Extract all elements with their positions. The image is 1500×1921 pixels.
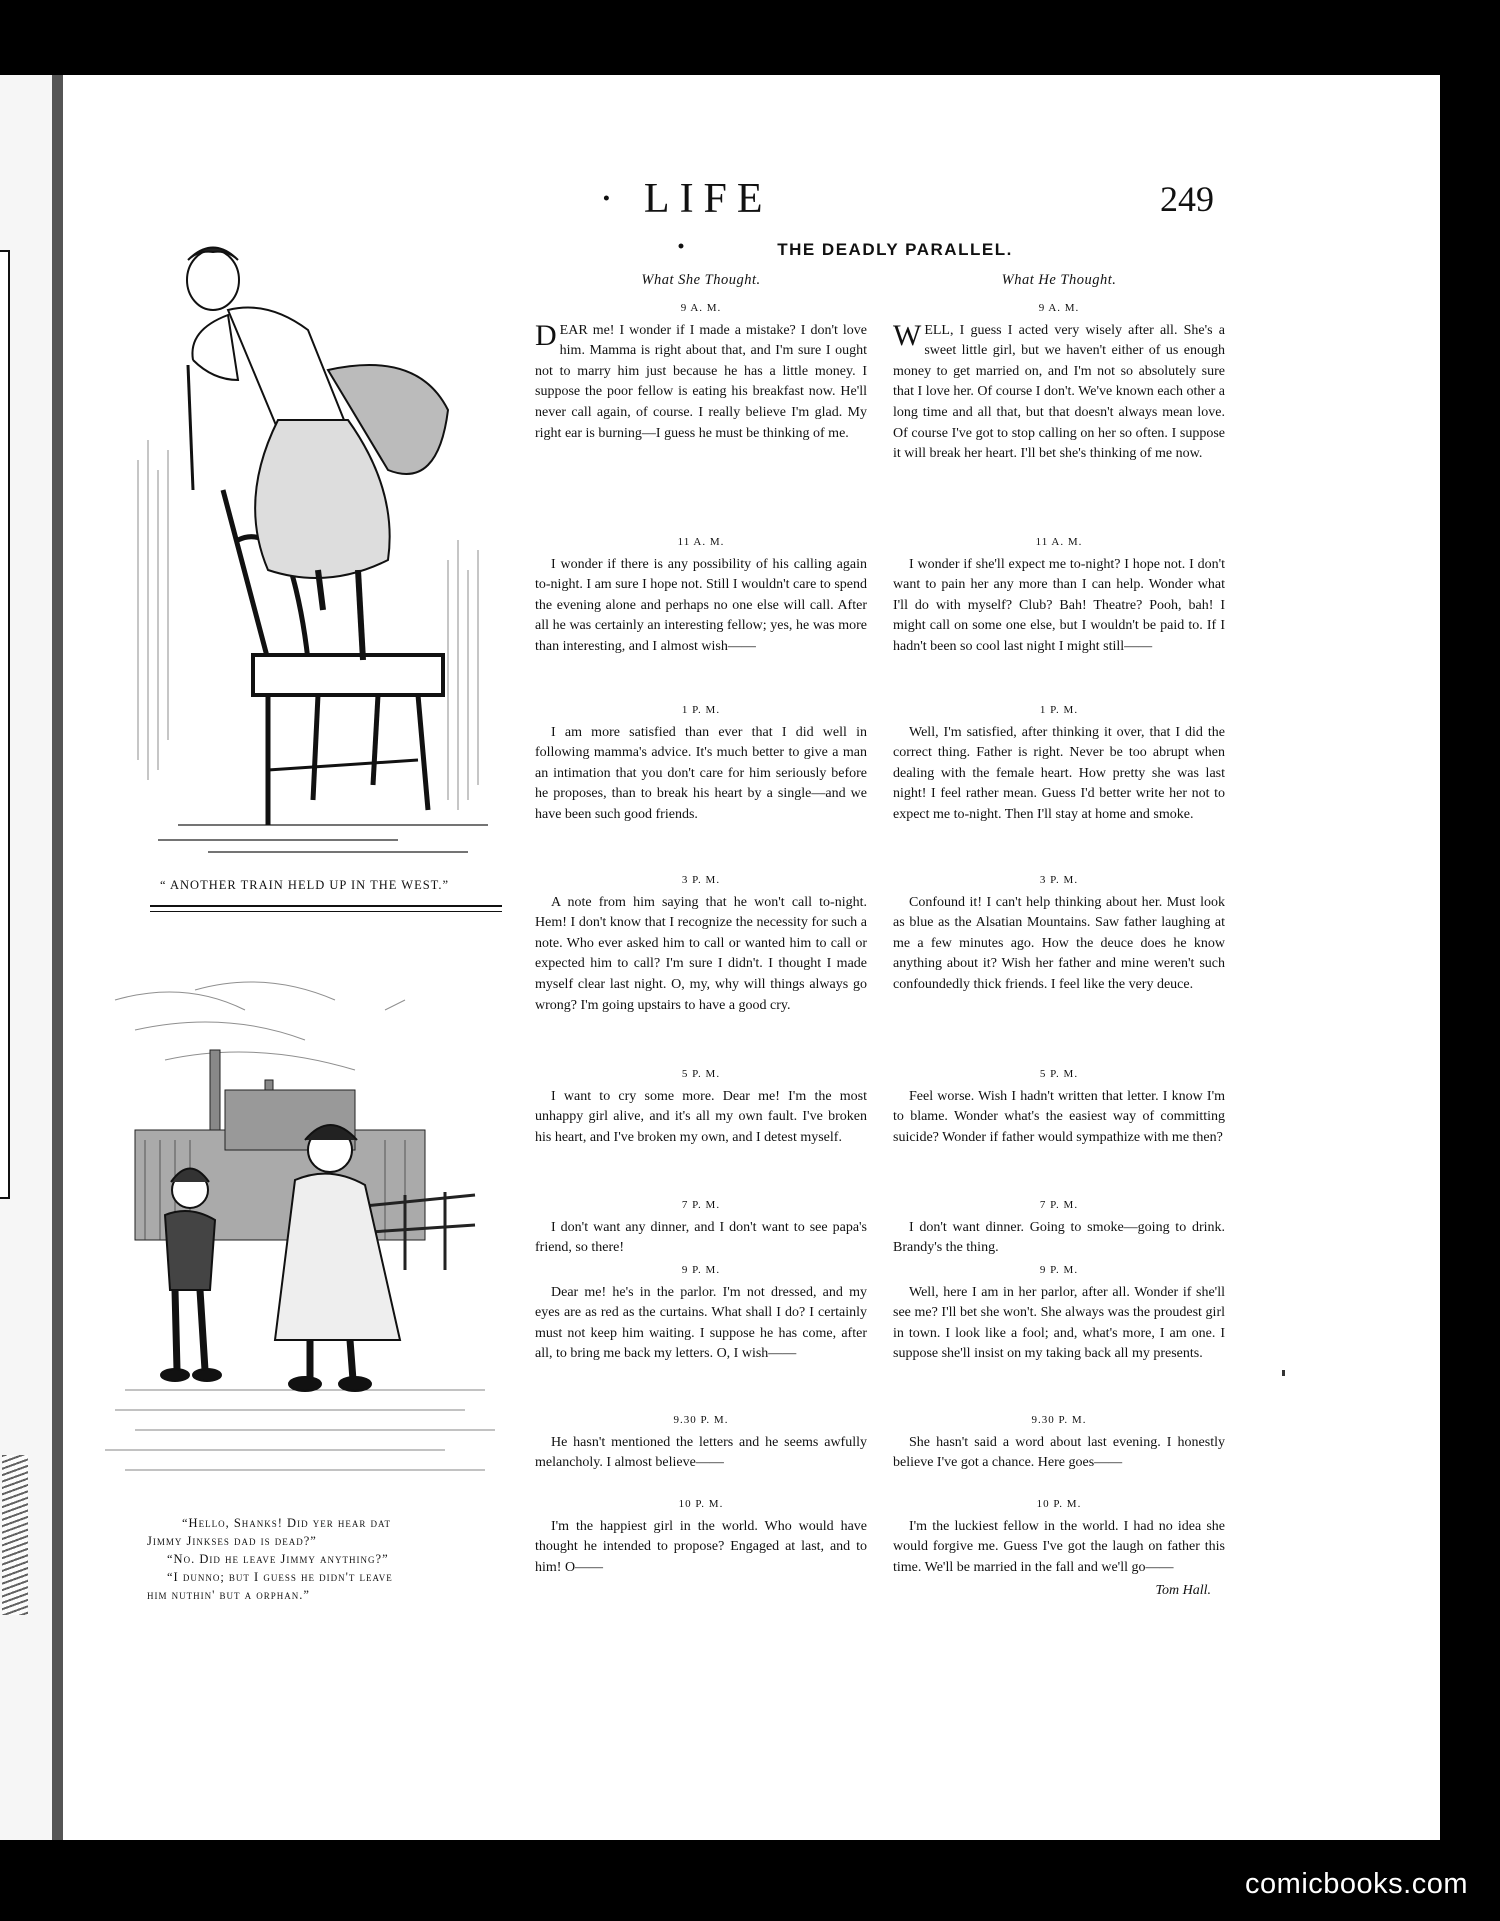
illustration-two-children	[105, 970, 505, 1500]
diary-entry	[535, 1260, 867, 1365]
caption-line: him nuthin' but a orphan.”	[147, 1588, 310, 1602]
caption-line: “No. Did he leave Jimmy anything?”	[167, 1552, 389, 1566]
entry-time: 9 P. M.	[1039, 1264, 1079, 1276]
entry-text: Dear me! he's in the parlor. I'm not dressed, and my eyes are as red as the curtains. What shall I do? I certainly must not keep him waiting. I suppose he has come, after all, to bring me back my letters. O, I wish——	[535, 1284, 867, 1362]
entry-time: 7 P. M.	[1039, 1199, 1079, 1211]
diary-entry	[893, 532, 1225, 658]
entry-text: Feel worse. Wish I hadn't written that letter. I know I'm to blame. Wonder what's the easiest way of committing suicide? Wonder if father would sympathize with me then?	[893, 1088, 1225, 1145]
diary-entry	[535, 870, 867, 1016]
entry-text: She hasn't said a word about last evening. I honestly believe I've got a chance. Here goes——	[893, 1434, 1225, 1471]
illustration-woman-on-chair	[118, 240, 518, 860]
entry-text: I'm the happiest girl in the world. Who would have thought he intended to propose? Engaged at last, and to him! O——	[535, 1518, 867, 1575]
diary-entry	[893, 298, 1225, 465]
diary-entry	[893, 1260, 1225, 1365]
diary-entry	[535, 1195, 867, 1259]
column-heading: What She Thought.	[641, 272, 761, 288]
entry-text: I'm the luckiest fellow in the world. I had no idea she would forgive me. Guess I've got the laugh on father this time. We'll be married in the fall and we'll go——	[893, 1518, 1225, 1575]
entry-text: I am more satisfied than ever that I did well in following mamma's advice. It's much better to give a man an intimation that you don't care for him seriously before he proposes, than to break his heart by a single—and we have been such good friends.	[535, 724, 867, 822]
diary-entry	[893, 1195, 1225, 1259]
entry-time: 3 P. M.	[681, 874, 721, 886]
entry-text: Well, I'm satisfied, after thinking it over, that I did the correct thing. Father is right. Never be too abrupt when dealing with the female heart. How pretty she was last night! I feel rather mean. Guess I'd better write her not to expect me to-night. Then I'll stay at home and smoke.	[893, 724, 1225, 822]
entry-time: 9 A. M.	[1038, 302, 1080, 314]
diary-entry	[535, 532, 867, 658]
diary-entry	[893, 700, 1225, 826]
entry-text: I don't want any dinner, and I don't want to see papa's friend, so there!	[535, 1219, 867, 1256]
entry-text: I wonder if there is any possibility of his calling again to-night. I am sure I hope not. Still I wouldn't care to spend the evening alone and perhaps no one else will call. After all he was certainly an interesting fellow; yes, he was more than interesting, and I almost wish——	[535, 556, 867, 654]
entry-time: 11 A. M.	[677, 536, 725, 548]
masthead: · LIFE ·	[599, 176, 773, 270]
diary-entry	[893, 1494, 1225, 1602]
column-what-he-thought	[893, 270, 1225, 1599]
page-gutter	[52, 75, 63, 1840]
column-what-she-thought	[535, 270, 867, 1575]
article-title: THE DEADLY PARALLEL.	[777, 240, 1013, 259]
diary-entry	[535, 1410, 867, 1474]
entry-text: I wonder if she'll expect me to-night? I hope not. I don't want to pain her any more than I can help. Wonder what I'll do with myself? Club? Bah! Theatre? Pooh, bah! I might call on some one else, but I wouldn't be paid to. If I hadn't been so cool last night I might still——	[893, 556, 1225, 654]
facing-page-fragment	[2, 1455, 28, 1615]
entry-text: He hasn't mentioned the letters and he seems awfully melancholy. I almost believe——	[535, 1434, 867, 1471]
entry-time: 9.30 P. M.	[673, 1414, 729, 1426]
caption-line: Jimmy Jinkses dad is dead?”	[147, 1534, 317, 1548]
entry-text: I want to cry some more. Dear me! I'm the most unhappy girl alive, and it's all my own fault. I've broken his heart, and I've broken my own, and I detest myself.	[535, 1088, 867, 1145]
caption-line: “I dunno; but I guess he didn't leave	[167, 1570, 393, 1584]
entry-time: 9.30 P. M.	[1031, 1414, 1087, 1426]
facing-page-edge	[0, 75, 52, 1840]
entry-text: WELL, I guess I acted very wisely after all. She's a sweet little girl, but we haven't either of us enough money to get married on, and I'm not so absolutely sure that I love her. Of course I don't. We've known each other a long time and all that, but that doesn't always mean love. Of course I've got to stop calling on her so often. I suppose it will break her heart. I'll bet she's thinking of me now.	[893, 318, 1225, 462]
diary-entry	[893, 1064, 1225, 1148]
entry-time: 5 P. M.	[681, 1068, 721, 1080]
facing-page-border	[0, 250, 10, 1199]
entry-time: 1 P. M.	[681, 704, 721, 716]
illustration-caption-children	[147, 1514, 393, 1604]
entry-text: DEAR me! I wonder if I made a mistake? I don't love him. Mamma is right about that, and I'm sure I ought not to marry him just because he has a little money. I suppose the poor fellow is eating his breakfast now. He'll never call again, of course. I really believe I'm glad. My right ear is burning—I guess he must be thinking of me.	[535, 318, 867, 441]
entry-time: 9 P. M.	[681, 1264, 721, 1276]
illustration-caption-train: “ ANOTHER TRAIN HELD UP IN THE WEST.”	[160, 878, 450, 892]
caption-line: “Hello, Shanks! Did yer hear dat	[182, 1516, 391, 1530]
entry-time: 10 P. M.	[678, 1498, 724, 1510]
entry-text: Well, here I am in her parlor, after all. Wonder if she'll see me? I'll bet she won't. She always was the proudest girl in town. I look like a fool; and, what's more, I am one. I suppose she'll insist on my taking back all my presents.	[893, 1284, 1225, 1362]
site-watermark: comicbooks.com	[1245, 1868, 1468, 1900]
entry-text: A note from him saying that he won't call to-night. Hem! I don't know that I recognize the necessity for such a note. Who ever asked him to call or wanted him to call or expected him to call? I'm sure I didn't. I thought I made myself clear last night. O, my, why will things always go wrong? I'm going upstairs to have a good cry.	[535, 894, 867, 1013]
entry-time: 9 A. M.	[680, 302, 722, 314]
entry-time: 10 P. M.	[1036, 1498, 1082, 1510]
diary-entry	[535, 298, 867, 444]
entry-time: 1 P. M.	[1039, 704, 1079, 716]
entry-time: 11 A. M.	[1035, 536, 1083, 548]
print-speck	[1282, 1370, 1285, 1376]
entry-text: Confound it! I can't help thinking about her. Must look as blue as the Alsatian Mountains. Saw father laughing at me a few minutes ago. How the deuce does he know anything about it? Wish her father and mine weren't such confoundedly thick friends. I feel like the very deuce.	[893, 894, 1225, 992]
diary-entry	[535, 1494, 867, 1578]
diary-entry	[893, 870, 1225, 996]
entry-time: 3 P. M.	[1039, 874, 1079, 886]
page-number: 249	[1160, 179, 1214, 219]
entry-time: 5 P. M.	[1039, 1068, 1079, 1080]
diary-entry	[535, 700, 867, 826]
author-signature: Tom Hall.	[1155, 1583, 1211, 1599]
section-divider	[150, 905, 502, 912]
diary-entry	[893, 1410, 1225, 1474]
entry-time: 7 P. M.	[681, 1199, 721, 1211]
entry-text: I don't want dinner. Going to smoke—going to drink. Brandy's the thing.	[893, 1219, 1225, 1256]
column-heading: What He Thought.	[1001, 272, 1117, 288]
diary-entry	[535, 1064, 867, 1148]
